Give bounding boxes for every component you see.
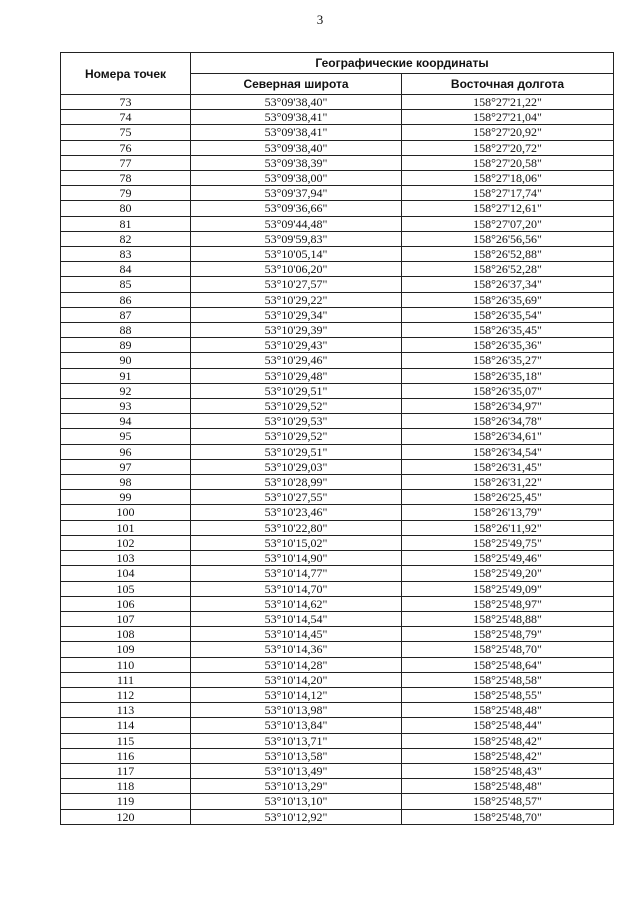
- point-number-cell: 80: [61, 201, 191, 216]
- header-point-numbers: Номера точек: [61, 53, 191, 95]
- point-number-cell: 99: [61, 490, 191, 505]
- point-number-cell: 107: [61, 611, 191, 626]
- point-number-cell: 87: [61, 307, 191, 322]
- table-row: [61, 383, 614, 398]
- point-number-cell: 85: [61, 277, 191, 292]
- longitude-cell: 158°26'35,18": [402, 368, 614, 383]
- longitude-cell: 158°25'48,44": [402, 718, 614, 733]
- latitude-cell: 53°10'29,03": [191, 459, 402, 474]
- latitude-cell: 53°10'06,20": [191, 262, 402, 277]
- point-number-cell: 110: [61, 657, 191, 672]
- latitude-cell: 53°10'14,20": [191, 672, 402, 687]
- table-row: [61, 262, 614, 277]
- latitude-cell: 53°10'13,10": [191, 794, 402, 809]
- point-number-cell: 89: [61, 338, 191, 353]
- table-row: [61, 414, 614, 429]
- latitude-cell: 53°09'38,39": [191, 155, 402, 170]
- longitude-cell: 158°26'13,79": [402, 505, 614, 520]
- latitude-cell: 53°10'12,92": [191, 809, 402, 824]
- latitude-cell: 53°10'14,54": [191, 611, 402, 626]
- latitude-cell: 53°10'14,45": [191, 627, 402, 642]
- latitude-cell: 53°10'13,84": [191, 718, 402, 733]
- longitude-cell: 158°25'48,42": [402, 733, 614, 748]
- longitude-cell: 158°26'34,61": [402, 429, 614, 444]
- table-row: [61, 611, 614, 626]
- point-number-cell: 104: [61, 566, 191, 581]
- table-row: [61, 566, 614, 581]
- table-row: [61, 490, 614, 505]
- table-body: [61, 95, 614, 825]
- longitude-cell: 158°25'48,97": [402, 596, 614, 611]
- longitude-cell: 158°26'35,45": [402, 323, 614, 338]
- latitude-cell: 53°10'14,36": [191, 642, 402, 657]
- longitude-cell: 158°26'11,92": [402, 520, 614, 535]
- point-number-cell: 97: [61, 459, 191, 474]
- longitude-cell: 158°26'31,22": [402, 475, 614, 490]
- table-row: [61, 475, 614, 490]
- longitude-cell: 158°27'07,20": [402, 216, 614, 231]
- table-row: [61, 794, 614, 809]
- point-number-cell: 82: [61, 231, 191, 246]
- latitude-cell: 53°10'27,57": [191, 277, 402, 292]
- latitude-cell: 53°10'14,28": [191, 657, 402, 672]
- latitude-cell: 53°10'22,80": [191, 520, 402, 535]
- latitude-cell: 53°10'29,52": [191, 429, 402, 444]
- longitude-cell: 158°25'48,48": [402, 779, 614, 794]
- longitude-cell: 158°27'18,06": [402, 171, 614, 186]
- latitude-cell: 53°10'29,22": [191, 292, 402, 307]
- latitude-cell: 53°10'29,43": [191, 338, 402, 353]
- longitude-cell: 158°27'21,22": [402, 95, 614, 110]
- table-row: [61, 95, 614, 110]
- longitude-cell: 158°26'25,45": [402, 490, 614, 505]
- table-row: [61, 687, 614, 702]
- point-number-cell: 81: [61, 216, 191, 231]
- table-row: [61, 140, 614, 155]
- table-row: [61, 748, 614, 763]
- point-number-cell: 95: [61, 429, 191, 444]
- latitude-cell: 53°10'13,58": [191, 748, 402, 763]
- longitude-cell: 158°26'35,54": [402, 307, 614, 322]
- table-row: [61, 338, 614, 353]
- point-number-cell: 98: [61, 475, 191, 490]
- point-number-cell: 111: [61, 672, 191, 687]
- longitude-cell: 158°25'48,57": [402, 794, 614, 809]
- longitude-cell: 158°26'34,78": [402, 414, 614, 429]
- table-row: [61, 231, 614, 246]
- coordinates-table: [60, 52, 614, 825]
- longitude-cell: 158°25'48,70": [402, 642, 614, 657]
- latitude-cell: 53°09'38,41": [191, 110, 402, 125]
- table-row: [61, 703, 614, 718]
- point-number-cell: 75: [61, 125, 191, 140]
- latitude-cell: 53°10'13,71": [191, 733, 402, 748]
- table-row: [61, 186, 614, 201]
- point-number-cell: 101: [61, 520, 191, 535]
- latitude-cell: 53°10'29,34": [191, 307, 402, 322]
- table-row: [61, 277, 614, 292]
- point-number-cell: 103: [61, 551, 191, 566]
- longitude-cell: 158°26'35,27": [402, 353, 614, 368]
- point-number-cell: 86: [61, 292, 191, 307]
- point-number-cell: 91: [61, 368, 191, 383]
- point-number-cell: 76: [61, 140, 191, 155]
- latitude-cell: 53°10'13,29": [191, 779, 402, 794]
- latitude-cell: 53°10'29,46": [191, 353, 402, 368]
- point-number-cell: 115: [61, 733, 191, 748]
- latitude-cell: 53°10'15,02": [191, 535, 402, 550]
- longitude-cell: 158°25'48,42": [402, 748, 614, 763]
- latitude-cell: 53°10'23,46": [191, 505, 402, 520]
- latitude-cell: 53°09'36,66": [191, 201, 402, 216]
- table-row: [61, 642, 614, 657]
- table-row: [61, 672, 614, 687]
- point-number-cell: 114: [61, 718, 191, 733]
- table-row: [61, 125, 614, 140]
- point-number-cell: 92: [61, 383, 191, 398]
- longitude-cell: 158°25'48,88": [402, 611, 614, 626]
- latitude-cell: 53°09'59,83": [191, 231, 402, 246]
- table-row: [61, 201, 614, 216]
- point-number-cell: 119: [61, 794, 191, 809]
- latitude-cell: 53°09'38,00": [191, 171, 402, 186]
- header-geo-coordinates: Географические координаты: [191, 53, 614, 74]
- table-row: [61, 155, 614, 170]
- point-number-cell: 79: [61, 186, 191, 201]
- latitude-cell: 53°10'14,62": [191, 596, 402, 611]
- longitude-cell: 158°26'37,34": [402, 277, 614, 292]
- longitude-cell: 158°27'20,92": [402, 125, 614, 140]
- table-row: [61, 718, 614, 733]
- point-number-cell: 106: [61, 596, 191, 611]
- longitude-cell: 158°27'20,72": [402, 140, 614, 155]
- table-row: [61, 459, 614, 474]
- point-number-cell: 74: [61, 110, 191, 125]
- table-row: [61, 505, 614, 520]
- table-row: [61, 353, 614, 368]
- header-north-latitude: Северная широта: [191, 74, 402, 95]
- point-number-cell: 118: [61, 779, 191, 794]
- latitude-cell: 53°10'13,98": [191, 703, 402, 718]
- longitude-cell: 158°26'56,56": [402, 231, 614, 246]
- table-row: [61, 429, 614, 444]
- latitude-cell: 53°10'29,52": [191, 399, 402, 414]
- table-row: [61, 110, 614, 125]
- longitude-cell: 158°26'34,97": [402, 399, 614, 414]
- longitude-cell: 158°25'48,64": [402, 657, 614, 672]
- table-row: [61, 596, 614, 611]
- longitude-cell: 158°26'34,54": [402, 444, 614, 459]
- longitude-cell: 158°27'20,58": [402, 155, 614, 170]
- header-east-longitude: Восточная долгота: [402, 74, 614, 95]
- table-row: [61, 520, 614, 535]
- table-row: [61, 551, 614, 566]
- latitude-cell: 53°10'29,39": [191, 323, 402, 338]
- table-row: [61, 399, 614, 414]
- page-number: 3: [316, 12, 324, 27]
- latitude-cell: 53°09'44,48": [191, 216, 402, 231]
- point-number-cell: 88: [61, 323, 191, 338]
- latitude-cell: 53°09'38,40": [191, 95, 402, 110]
- point-number-cell: 112: [61, 687, 191, 702]
- longitude-cell: 158°26'35,36": [402, 338, 614, 353]
- table-row: [61, 368, 614, 383]
- table-row: [61, 444, 614, 459]
- longitude-cell: 158°26'31,45": [402, 459, 614, 474]
- latitude-cell: 53°10'14,90": [191, 551, 402, 566]
- point-number-cell: 113: [61, 703, 191, 718]
- longitude-cell: 158°26'52,88": [402, 247, 614, 262]
- latitude-cell: 53°09'38,40": [191, 140, 402, 155]
- point-number-cell: 78: [61, 171, 191, 186]
- latitude-cell: 53°10'27,55": [191, 490, 402, 505]
- point-number-cell: 116: [61, 748, 191, 763]
- table-row: [61, 171, 614, 186]
- longitude-cell: 158°27'21,04": [402, 110, 614, 125]
- longitude-cell: 158°25'49,09": [402, 581, 614, 596]
- latitude-cell: 53°10'14,12": [191, 687, 402, 702]
- point-number-cell: 96: [61, 444, 191, 459]
- latitude-cell: 53°10'05,14": [191, 247, 402, 262]
- point-number-cell: 117: [61, 763, 191, 778]
- latitude-cell: 53°10'29,51": [191, 444, 402, 459]
- point-number-cell: 83: [61, 247, 191, 262]
- latitude-cell: 53°09'37,94": [191, 186, 402, 201]
- table-row: [61, 779, 614, 794]
- table-row: [61, 657, 614, 672]
- latitude-cell: 53°10'29,53": [191, 414, 402, 429]
- longitude-cell: 158°25'49,20": [402, 566, 614, 581]
- table-row: [61, 323, 614, 338]
- point-number-cell: 93: [61, 399, 191, 414]
- longitude-cell: 158°25'49,46": [402, 551, 614, 566]
- longitude-cell: 158°25'48,58": [402, 672, 614, 687]
- point-number-cell: 108: [61, 627, 191, 642]
- latitude-cell: 53°10'14,70": [191, 581, 402, 596]
- point-number-cell: 77: [61, 155, 191, 170]
- longitude-cell: 158°26'35,07": [402, 383, 614, 398]
- longitude-cell: 158°25'48,43": [402, 763, 614, 778]
- latitude-cell: 53°10'29,48": [191, 368, 402, 383]
- point-number-cell: 109: [61, 642, 191, 657]
- table-row: [61, 216, 614, 231]
- table-row: [61, 733, 614, 748]
- table-row: [61, 535, 614, 550]
- table-row: [61, 627, 614, 642]
- longitude-cell: 158°25'48,70": [402, 809, 614, 824]
- longitude-cell: 158°25'48,55": [402, 687, 614, 702]
- latitude-cell: 53°10'13,49": [191, 763, 402, 778]
- longitude-cell: 158°26'52,28": [402, 262, 614, 277]
- point-number-cell: 102: [61, 535, 191, 550]
- table-row: [61, 581, 614, 596]
- point-number-cell: 100: [61, 505, 191, 520]
- table-row: [61, 763, 614, 778]
- point-number-cell: 105: [61, 581, 191, 596]
- point-number-cell: 84: [61, 262, 191, 277]
- table-row: [61, 809, 614, 824]
- point-number-cell: 94: [61, 414, 191, 429]
- longitude-cell: 158°27'17,74": [402, 186, 614, 201]
- latitude-cell: 53°09'38,41": [191, 125, 402, 140]
- table-row: [61, 307, 614, 322]
- longitude-cell: 158°27'12,61": [402, 201, 614, 216]
- point-number-cell: 120: [61, 809, 191, 824]
- longitude-cell: 158°25'48,48": [402, 703, 614, 718]
- longitude-cell: 158°26'35,69": [402, 292, 614, 307]
- latitude-cell: 53°10'28,99": [191, 475, 402, 490]
- latitude-cell: 53°10'29,51": [191, 383, 402, 398]
- table-row: [61, 292, 614, 307]
- latitude-cell: 53°10'14,77": [191, 566, 402, 581]
- point-number-cell: 90: [61, 353, 191, 368]
- table-row: [61, 247, 614, 262]
- point-number-cell: 73: [61, 95, 191, 110]
- longitude-cell: 158°25'48,79": [402, 627, 614, 642]
- longitude-cell: 158°25'49,75": [402, 535, 614, 550]
